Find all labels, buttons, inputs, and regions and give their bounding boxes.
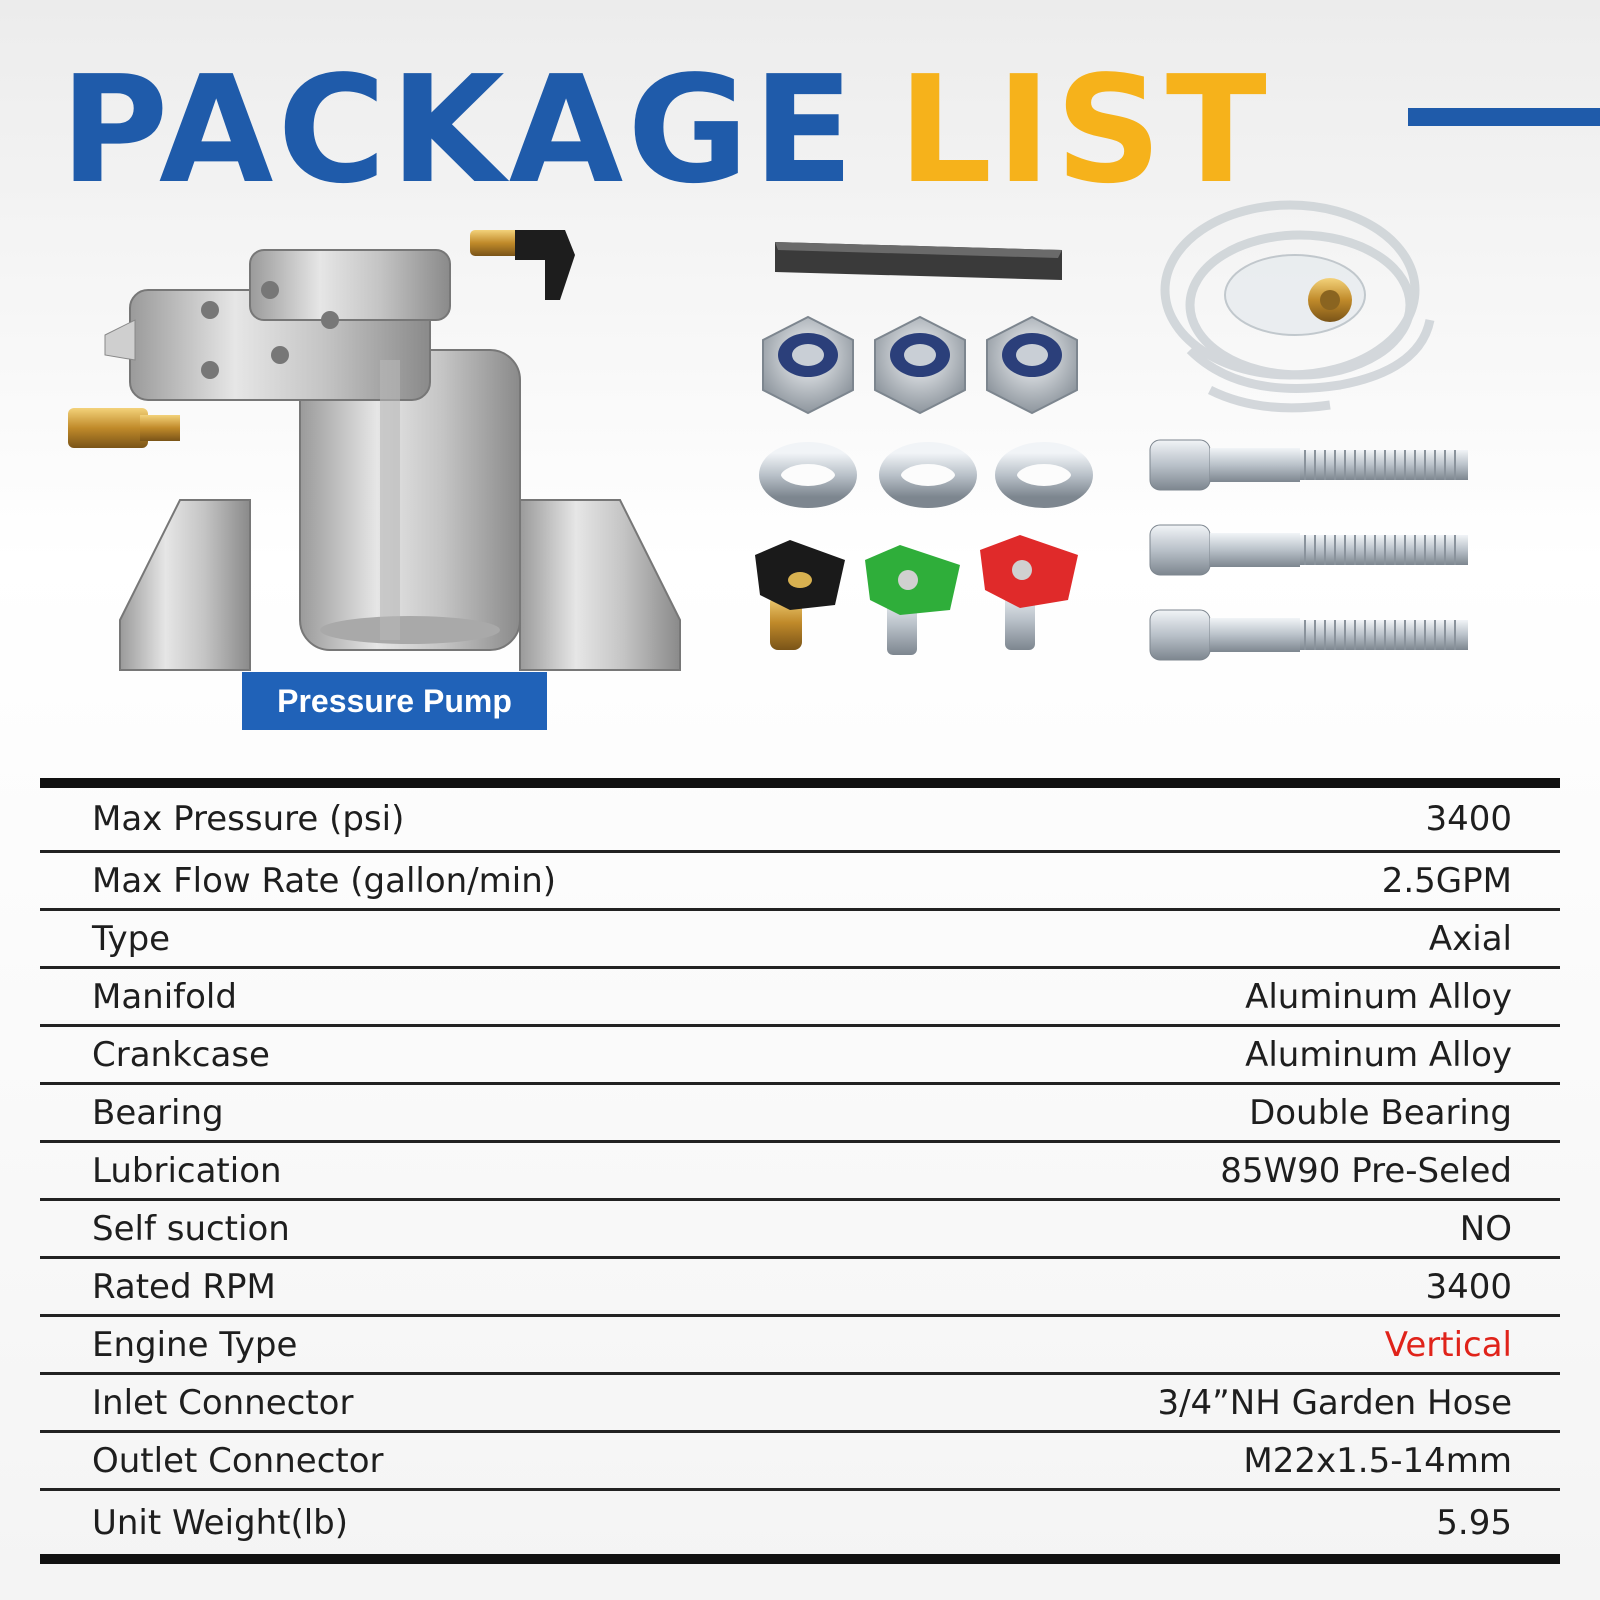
spec-row-bearing [40, 1085, 1560, 1143]
spec-label: Rated RPM [92, 1266, 276, 1307]
spec-label: Type [92, 918, 171, 959]
title-accent-rule [1408, 108, 1600, 126]
spec-row-max-pressure [40, 788, 1560, 853]
spec-row-engine-type [40, 1317, 1560, 1375]
spec-table [40, 778, 1560, 1564]
title-word-list: LIST [897, 44, 1271, 216]
package-illustration [0, 200, 1600, 760]
hex-bolt-icon [1150, 440, 1468, 660]
spec-value-highlight: Vertical [1384, 1324, 1512, 1365]
spec-label: Unit Weight(lb) [92, 1502, 349, 1543]
spec-row-inlet-connector [40, 1375, 1560, 1433]
spec-value: 85W90 Pre-Seled [1220, 1150, 1512, 1191]
spec-label: Lubrication [92, 1150, 282, 1191]
spec-value: 3/4”NH Garden Hose [1157, 1382, 1512, 1423]
spec-value: 5.95 [1436, 1502, 1512, 1543]
spec-row-manifold [40, 969, 1560, 1027]
shaft-key-icon [775, 242, 1062, 280]
spec-label: Max Flow Rate (gallon/min) [92, 860, 557, 901]
spec-row-rated-rpm [40, 1259, 1560, 1317]
spec-value: Aluminum Alloy [1245, 976, 1512, 1017]
spec-value: NO [1459, 1208, 1512, 1249]
page-title [60, 44, 1271, 216]
spec-label: Inlet Connector [92, 1382, 354, 1423]
hose-filter-brass-icon [1225, 255, 1365, 335]
spec-row-type [40, 911, 1560, 969]
spec-value: Axial [1428, 918, 1512, 959]
spec-label: Crankcase [92, 1034, 270, 1075]
spec-row-self-suction [40, 1201, 1560, 1259]
spec-value: 3400 [1425, 799, 1512, 839]
title-word-package: PACKAGE [60, 44, 858, 216]
nozzle-tip-icon [755, 535, 1078, 655]
washer-icon [770, 453, 1082, 497]
spec-label: Engine Type [92, 1324, 298, 1365]
spec-row-outlet-connector [40, 1433, 1560, 1491]
spec-value: Aluminum Alloy [1245, 1034, 1512, 1075]
spec-label: Outlet Connector [92, 1440, 384, 1481]
spec-row-unit-weight [40, 1491, 1560, 1554]
pressure-pump-icon [68, 230, 680, 670]
spec-value: M22x1.5-14mm [1243, 1440, 1512, 1481]
lock-nut-icon [763, 317, 1077, 413]
spec-row-max-flow-rate [40, 853, 1560, 911]
spec-label: Self suction [92, 1208, 290, 1249]
spec-label: Max Pressure (psi) [92, 799, 405, 839]
spec-value: 3400 [1425, 1266, 1512, 1307]
spec-value: 2.5GPM [1381, 860, 1512, 901]
spec-label: Manifold [92, 976, 237, 1017]
pressure-pump-label: Pressure Pump [242, 672, 547, 730]
spec-label: Bearing [92, 1092, 224, 1133]
spec-row-lubrication [40, 1143, 1560, 1201]
spec-row-crankcase [40, 1027, 1560, 1085]
spec-value: Double Bearing [1249, 1092, 1512, 1133]
